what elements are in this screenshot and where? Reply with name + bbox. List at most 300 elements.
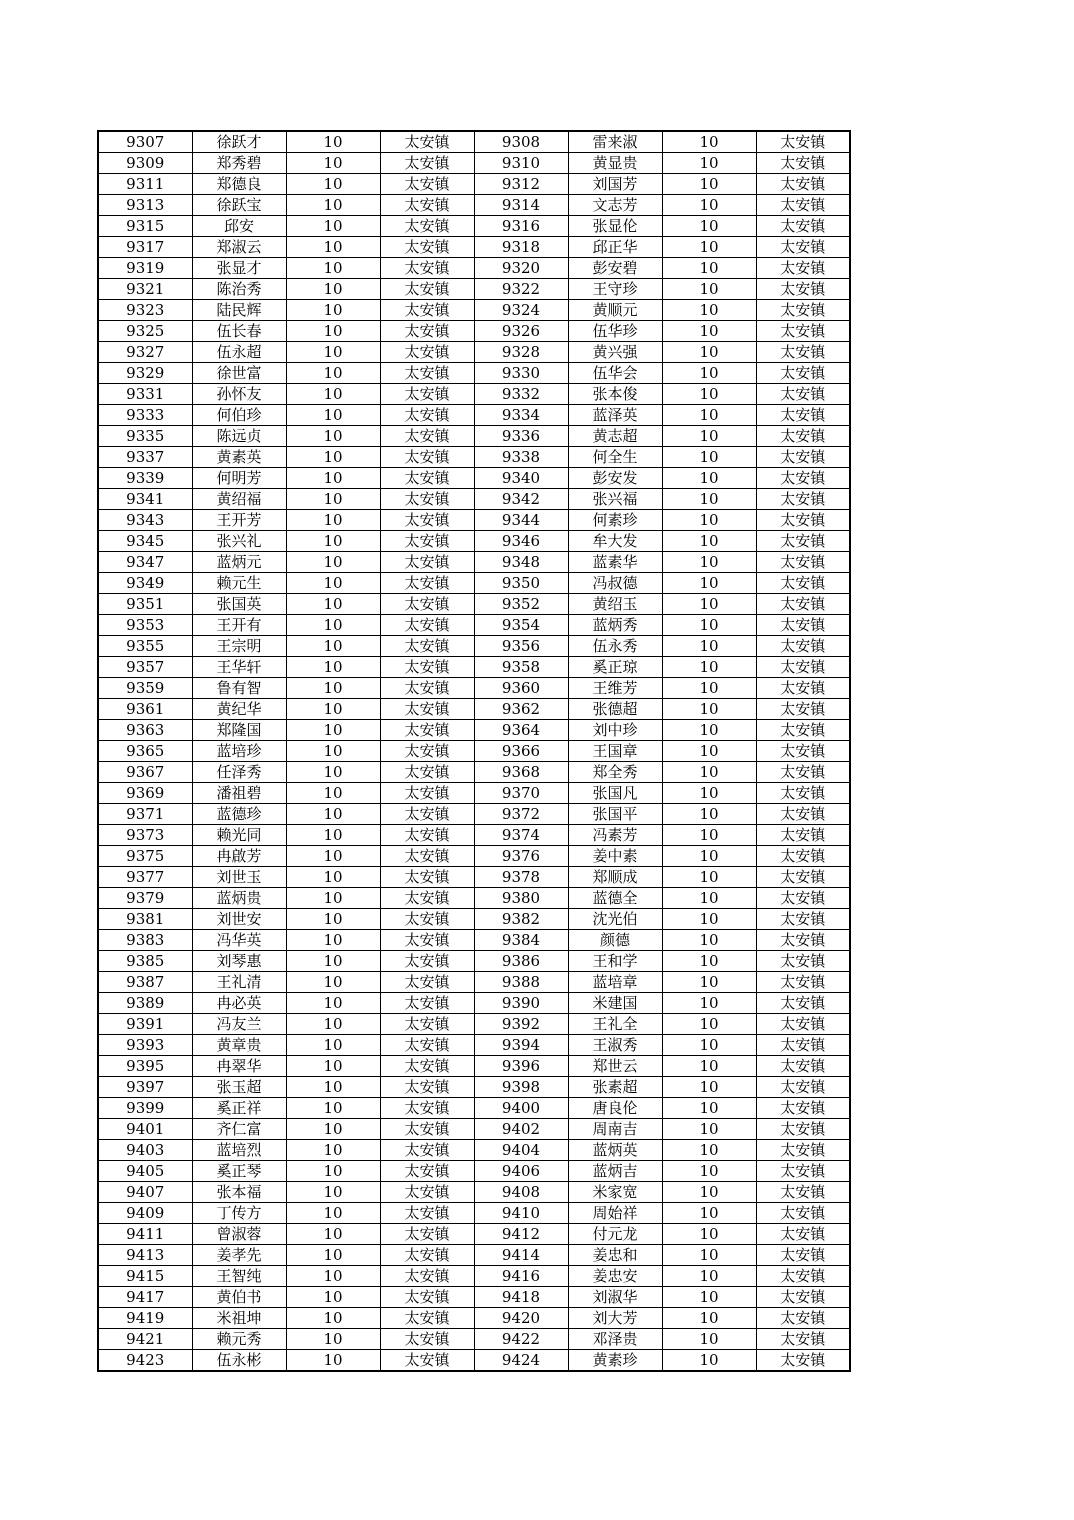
amount-cell: 10 [286,1182,380,1203]
town-cell: 太安镇 [380,384,474,405]
amount-cell: 10 [662,300,756,321]
town-cell: 太安镇 [380,321,474,342]
amount-cell: 10 [662,216,756,237]
town-cell: 太安镇 [380,1350,474,1372]
id-cell: 9319 [98,258,192,279]
id-cell: 9402 [474,1119,568,1140]
town-cell: 太安镇 [380,573,474,594]
name-cell: 姜忠和 [568,1245,662,1266]
amount-cell: 10 [286,888,380,909]
name-cell: 任泽秀 [192,762,286,783]
table-row [98,1350,850,1372]
amount-cell: 10 [286,426,380,447]
town-cell: 太安镇 [380,447,474,468]
name-cell: 沈光伯 [568,909,662,930]
amount-cell: 10 [286,1140,380,1161]
amount-cell: 10 [286,174,380,195]
id-cell: 9393 [98,1035,192,1056]
table-row [98,699,850,720]
id-cell: 9346 [474,531,568,552]
id-cell: 9419 [98,1308,192,1329]
id-cell: 9316 [474,216,568,237]
table-row [98,909,850,930]
id-cell: 9366 [474,741,568,762]
id-cell: 9412 [474,1224,568,1245]
town-cell: 太安镇 [756,951,850,972]
amount-cell: 10 [662,1077,756,1098]
amount-cell: 10 [286,930,380,951]
amount-cell: 10 [662,1350,756,1372]
id-cell: 9337 [98,447,192,468]
amount-cell: 10 [662,195,756,216]
table-row [98,1266,850,1287]
id-cell: 9336 [474,426,568,447]
id-cell: 9341 [98,489,192,510]
id-cell: 9317 [98,237,192,258]
id-cell: 9414 [474,1245,568,1266]
amount-cell: 10 [286,594,380,615]
town-cell: 太安镇 [380,1035,474,1056]
town-cell: 太安镇 [380,867,474,888]
town-cell: 太安镇 [756,531,850,552]
id-cell: 9371 [98,804,192,825]
table-row [98,153,850,174]
name-cell: 刘国芳 [568,174,662,195]
town-cell: 太安镇 [380,804,474,825]
name-cell: 付元龙 [568,1224,662,1245]
amount-cell: 10 [286,131,380,153]
name-cell: 蓝炳英 [568,1140,662,1161]
town-cell: 太安镇 [756,174,850,195]
table-row [98,741,850,762]
data-table [97,130,851,1372]
name-cell: 王宗明 [192,636,286,657]
town-cell: 太安镇 [756,1203,850,1224]
table-row [98,195,850,216]
table-row [98,300,850,321]
name-cell: 赖元生 [192,573,286,594]
amount-cell: 10 [662,1224,756,1245]
id-cell: 9318 [474,237,568,258]
name-cell: 王礼清 [192,972,286,993]
name-cell: 伍永彬 [192,1350,286,1372]
id-cell: 9345 [98,531,192,552]
name-cell: 齐仁富 [192,1119,286,1140]
id-cell: 9379 [98,888,192,909]
id-cell: 9389 [98,993,192,1014]
id-cell: 9400 [474,1098,568,1119]
table-body [98,131,850,1371]
table-row [98,552,850,573]
id-cell: 9311 [98,174,192,195]
name-cell: 黄显贵 [568,153,662,174]
id-cell: 9352 [474,594,568,615]
amount-cell: 10 [286,405,380,426]
amount-cell: 10 [286,1035,380,1056]
id-cell: 9338 [474,447,568,468]
town-cell: 太安镇 [756,699,850,720]
table-row [98,384,850,405]
town-cell: 太安镇 [380,615,474,636]
town-cell: 太安镇 [756,510,850,531]
name-cell: 何素珍 [568,510,662,531]
amount-cell: 10 [286,615,380,636]
id-cell: 9349 [98,573,192,594]
town-cell: 太安镇 [756,846,850,867]
name-cell: 赖光同 [192,825,286,846]
id-cell: 9388 [474,972,568,993]
town-cell: 太安镇 [756,741,850,762]
town-cell: 太安镇 [756,405,850,426]
town-cell: 太安镇 [756,573,850,594]
id-cell: 9362 [474,699,568,720]
name-cell: 张德超 [568,699,662,720]
town-cell: 太安镇 [756,1308,850,1329]
amount-cell: 10 [662,1329,756,1350]
amount-cell: 10 [286,762,380,783]
amount-cell: 10 [662,741,756,762]
amount-cell: 10 [662,1266,756,1287]
amount-cell: 10 [662,951,756,972]
amount-cell: 10 [286,531,380,552]
id-cell: 9411 [98,1224,192,1245]
amount-cell: 10 [286,510,380,531]
amount-cell: 10 [286,1245,380,1266]
amount-cell: 10 [662,783,756,804]
id-cell: 9363 [98,720,192,741]
town-cell: 太安镇 [380,510,474,531]
amount-cell: 10 [286,153,380,174]
spreadsheet-page [97,130,849,1372]
table-row [98,510,850,531]
town-cell: 太安镇 [380,195,474,216]
name-cell: 潘祖碧 [192,783,286,804]
town-cell: 太安镇 [380,972,474,993]
id-cell: 9314 [474,195,568,216]
amount-cell: 10 [662,1014,756,1035]
id-cell: 9387 [98,972,192,993]
town-cell: 太安镇 [756,447,850,468]
name-cell: 曾淑蓉 [192,1224,286,1245]
town-cell: 太安镇 [380,636,474,657]
id-cell: 9351 [98,594,192,615]
id-cell: 9327 [98,342,192,363]
name-cell: 徐跃宝 [192,195,286,216]
amount-cell: 10 [286,867,380,888]
name-cell: 郑隆国 [192,720,286,741]
id-cell: 9421 [98,1329,192,1350]
town-cell: 太安镇 [756,237,850,258]
name-cell: 冉翠华 [192,1056,286,1077]
town-cell: 太安镇 [756,867,850,888]
name-cell: 黄志超 [568,426,662,447]
name-cell: 陈远贞 [192,426,286,447]
town-cell: 太安镇 [756,636,850,657]
table-row [98,1308,850,1329]
town-cell: 太安镇 [380,993,474,1014]
town-cell: 太安镇 [756,342,850,363]
town-cell: 太安镇 [756,258,850,279]
id-cell: 9332 [474,384,568,405]
town-cell: 太安镇 [380,1140,474,1161]
amount-cell: 10 [662,237,756,258]
table-row [98,531,850,552]
table-row [98,279,850,300]
town-cell: 太安镇 [756,1098,850,1119]
id-cell: 9359 [98,678,192,699]
id-cell: 9333 [98,405,192,426]
id-cell: 9369 [98,783,192,804]
name-cell: 蓝炳元 [192,552,286,573]
amount-cell: 10 [662,1203,756,1224]
table-row [98,447,850,468]
name-cell: 王礼全 [568,1014,662,1035]
amount-cell: 10 [286,657,380,678]
id-cell: 9413 [98,1245,192,1266]
amount-cell: 10 [662,1308,756,1329]
id-cell: 9364 [474,720,568,741]
table-row [98,1245,850,1266]
town-cell: 太安镇 [756,1224,850,1245]
id-cell: 9399 [98,1098,192,1119]
name-cell: 蓝泽英 [568,405,662,426]
town-cell: 太安镇 [380,279,474,300]
id-cell: 9347 [98,552,192,573]
amount-cell: 10 [286,1266,380,1287]
amount-cell: 10 [286,1098,380,1119]
amount-cell: 10 [662,531,756,552]
id-cell: 9380 [474,888,568,909]
name-cell: 张国英 [192,594,286,615]
town-cell: 太安镇 [380,930,474,951]
amount-cell: 10 [662,615,756,636]
town-cell: 太安镇 [756,279,850,300]
table-row [98,342,850,363]
town-cell: 太安镇 [756,909,850,930]
id-cell: 9397 [98,1077,192,1098]
id-cell: 9335 [98,426,192,447]
name-cell: 颜德 [568,930,662,951]
town-cell: 太安镇 [756,678,850,699]
id-cell: 9422 [474,1329,568,1350]
name-cell: 米祖坤 [192,1308,286,1329]
table-row [98,1098,850,1119]
name-cell: 蓝德珍 [192,804,286,825]
name-cell: 伍永秀 [568,636,662,657]
town-cell: 太安镇 [756,825,850,846]
town-cell: 太安镇 [756,1329,850,1350]
amount-cell: 10 [662,1140,756,1161]
name-cell: 文志芳 [568,195,662,216]
amount-cell: 10 [662,594,756,615]
town-cell: 太安镇 [380,1287,474,1308]
name-cell: 黄绍福 [192,489,286,510]
town-cell: 太安镇 [380,174,474,195]
id-cell: 9381 [98,909,192,930]
town-cell: 太安镇 [756,720,850,741]
table-row [98,678,850,699]
name-cell: 蓝培珍 [192,741,286,762]
town-cell: 太安镇 [756,131,850,153]
table-row [98,1287,850,1308]
name-cell: 蓝炳秀 [568,615,662,636]
name-cell: 郑德良 [192,174,286,195]
town-cell: 太安镇 [380,363,474,384]
id-cell: 9392 [474,1014,568,1035]
name-cell: 邱安 [192,216,286,237]
name-cell: 蓝炳贵 [192,888,286,909]
name-cell: 周始祥 [568,1203,662,1224]
amount-cell: 10 [662,636,756,657]
name-cell: 王智纯 [192,1266,286,1287]
amount-cell: 10 [286,1287,380,1308]
name-cell: 张本俊 [568,384,662,405]
id-cell: 9313 [98,195,192,216]
town-cell: 太安镇 [380,552,474,573]
town-cell: 太安镇 [756,594,850,615]
name-cell: 黄顺元 [568,300,662,321]
table-row [98,1077,850,1098]
town-cell: 太安镇 [380,153,474,174]
id-cell: 9365 [98,741,192,762]
amount-cell: 10 [286,804,380,825]
town-cell: 太安镇 [756,552,850,573]
id-cell: 9408 [474,1182,568,1203]
town-cell: 太安镇 [380,909,474,930]
town-cell: 太安镇 [756,1266,850,1287]
table-row [98,1119,850,1140]
amount-cell: 10 [286,342,380,363]
name-cell: 张玉超 [192,1077,286,1098]
table-row [98,930,850,951]
id-cell: 9390 [474,993,568,1014]
town-cell: 太安镇 [756,1161,850,1182]
name-cell: 奚正琼 [568,657,662,678]
id-cell: 9330 [474,363,568,384]
town-cell: 太安镇 [380,825,474,846]
name-cell: 蓝德全 [568,888,662,909]
name-cell: 姜中素 [568,846,662,867]
id-cell: 9322 [474,279,568,300]
amount-cell: 10 [662,1098,756,1119]
town-cell: 太安镇 [380,657,474,678]
amount-cell: 10 [662,762,756,783]
amount-cell: 10 [662,657,756,678]
id-cell: 9324 [474,300,568,321]
name-cell: 何伯珍 [192,405,286,426]
table-row [98,1161,850,1182]
name-cell: 赖元秀 [192,1329,286,1350]
amount-cell: 10 [662,1161,756,1182]
town-cell: 太安镇 [756,1035,850,1056]
amount-cell: 10 [662,342,756,363]
name-cell: 彭安碧 [568,258,662,279]
amount-cell: 10 [662,909,756,930]
id-cell: 9308 [474,131,568,153]
name-cell: 奚正祥 [192,1098,286,1119]
amount-cell: 10 [662,720,756,741]
town-cell: 太安镇 [380,1119,474,1140]
town-cell: 太安镇 [380,1245,474,1266]
name-cell: 陆民辉 [192,300,286,321]
id-cell: 9377 [98,867,192,888]
amount-cell: 10 [286,1056,380,1077]
town-cell: 太安镇 [756,1287,850,1308]
id-cell: 9395 [98,1056,192,1077]
amount-cell: 10 [286,279,380,300]
table-row [98,405,850,426]
table-row [98,573,850,594]
id-cell: 9310 [474,153,568,174]
name-cell: 米家宽 [568,1182,662,1203]
table-row [98,972,850,993]
name-cell: 雷来淑 [568,131,662,153]
amount-cell: 10 [286,1350,380,1372]
town-cell: 太安镇 [380,888,474,909]
id-cell: 9418 [474,1287,568,1308]
town-cell: 太安镇 [380,762,474,783]
id-cell: 9340 [474,468,568,489]
name-cell: 伍永超 [192,342,286,363]
name-cell: 张显伦 [568,216,662,237]
town-cell: 太安镇 [756,762,850,783]
name-cell: 陈治秀 [192,279,286,300]
id-cell: 9315 [98,216,192,237]
id-cell: 9386 [474,951,568,972]
name-cell: 张本福 [192,1182,286,1203]
town-cell: 太安镇 [756,657,850,678]
name-cell: 冯素芳 [568,825,662,846]
amount-cell: 10 [286,783,380,804]
table-row [98,951,850,972]
name-cell: 邓泽贵 [568,1329,662,1350]
name-cell: 刘中珍 [568,720,662,741]
amount-cell: 10 [286,972,380,993]
town-cell: 太安镇 [756,153,850,174]
town-cell: 太安镇 [756,489,850,510]
name-cell: 何明芳 [192,468,286,489]
amount-cell: 10 [662,699,756,720]
name-cell: 黄纪华 [192,699,286,720]
name-cell: 刘世安 [192,909,286,930]
id-cell: 9423 [98,1350,192,1372]
town-cell: 太安镇 [756,363,850,384]
amount-cell: 10 [286,741,380,762]
table-row [98,426,850,447]
id-cell: 9383 [98,930,192,951]
amount-cell: 10 [662,510,756,531]
name-cell: 伍长春 [192,321,286,342]
name-cell: 米建国 [568,993,662,1014]
table-row [98,321,850,342]
name-cell: 彭安发 [568,468,662,489]
town-cell: 太安镇 [380,1014,474,1035]
amount-cell: 10 [662,153,756,174]
amount-cell: 10 [286,1077,380,1098]
name-cell: 王开芳 [192,510,286,531]
name-cell: 蓝培章 [568,972,662,993]
table-row [98,615,850,636]
name-cell: 张兴福 [568,489,662,510]
table-row [98,720,850,741]
name-cell: 王淑秀 [568,1035,662,1056]
name-cell: 徐跃才 [192,131,286,153]
amount-cell: 10 [662,573,756,594]
id-cell: 9356 [474,636,568,657]
id-cell: 9344 [474,510,568,531]
town-cell: 太安镇 [380,1182,474,1203]
table-row [98,657,850,678]
